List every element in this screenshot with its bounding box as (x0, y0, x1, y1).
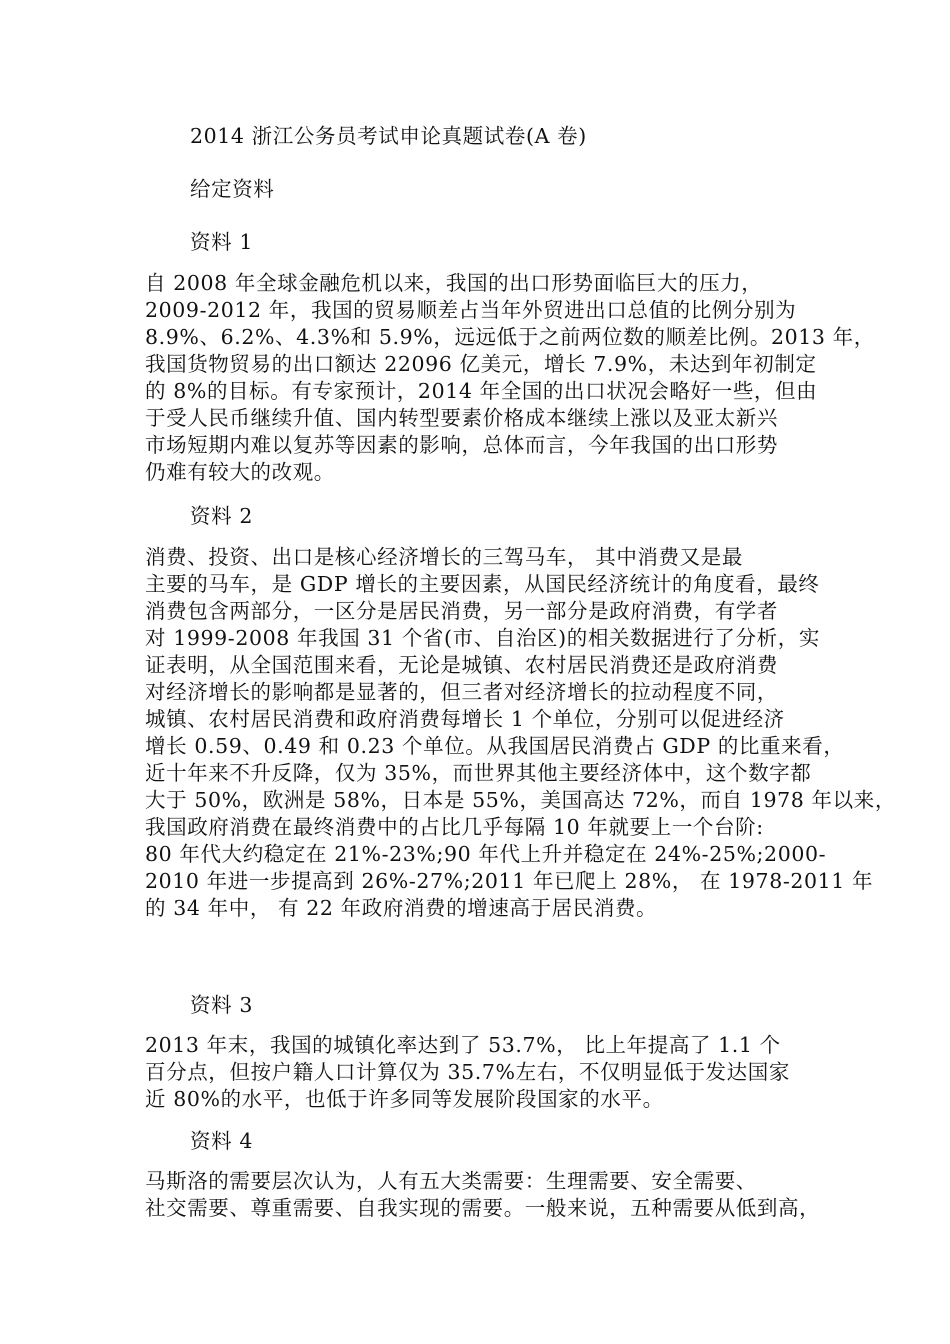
material-1-heading: 资料 1 (190, 230, 253, 254)
paragraph-line: 市场短期内难以复苏等因素的影响，总体而言，今年我国的出口形势 (145, 433, 778, 457)
paragraph-line: 城镇、农村居民消费和政府消费每增长 1 个单位，分别可以促进经济 (145, 707, 785, 731)
paragraph-line: 社交需要、尊重需要、自我实现的需要。一般来说，五种需要从低到高， (145, 1196, 821, 1220)
paragraph-line: 80 年代大约稳定在 21%-23%;90 年代上升并稳定在 24%-25%;2000- (145, 842, 827, 866)
paragraph-line: 仍难有较大的改观。 (145, 460, 335, 484)
paragraph-line: 近十年来不升反降，仅为 35%，而世界其他主要经济体中，这个数字都 (145, 761, 812, 785)
material-4-heading: 资料 4 (190, 1129, 253, 1153)
paragraph-line: 2009-2012 年，我国的贸易顺差占当年外贸进出口总值的比例分别为 (145, 298, 797, 322)
paragraph-line: 8.9%、6.2%、4.3%和 5.9%，远远低于之前两位数的顺差比例。2013 年， (145, 325, 875, 349)
paragraph-line: 近 80%的水平，也低于许多同等发展阶段国家的水平。 (145, 1087, 664, 1111)
paragraph-line: 2010 年进一步提高到 26%-27%;2011 年已爬上 28%， 在 1978-2011 年 (145, 869, 874, 893)
paragraph-line: 主要的马车，是 GDP 增长的主要因素，从国民经济统计的角度看，最终 (145, 572, 820, 596)
paragraph-line: 2013 年末，我国的城镇化率达到了 53.7%， 比上年提高了 1.1 个 (145, 1033, 781, 1057)
paragraph-line: 马斯洛的需要层次认为，人有五大类需要：生理需要、安全需要、 (145, 1169, 757, 1193)
paragraph-line: 消费、投资、出口是核心经济增长的三驾马车， 其中消费又是最 (145, 545, 743, 569)
paragraph-line: 我国政府消费在最终消费中的占比几乎每隔 10 年就要上一个台阶: (145, 815, 764, 839)
paragraph-line: 百分点，但按户籍人口计算仅为 35.7%左右，不仅明显低于发达国家 (145, 1060, 790, 1084)
paragraph-line: 大于 50%，欧洲是 58%，日本是 55%，美国高达 72%，而自 1978 年以来， (145, 788, 896, 812)
paragraph-line: 消费包含两部分，一区分是居民消费，另一部分是政府消费，有学者 (145, 599, 778, 623)
paragraph-line: 的 8%的目标。有专家预计，2014 年全国的出口状况会略好一些，但由 (145, 379, 818, 403)
paragraph-line: 的 34 年中， 有 22 年政府消费的增速高于居民消费。 (145, 896, 658, 920)
material-3-heading: 资料 3 (190, 993, 253, 1017)
paragraph-line: 自 2008 年全球金融危机以来，我国的出口形势面临巨大的压力， (145, 271, 763, 295)
paragraph-line: 我国货物贸易的出口额达 22096 亿美元，增长 7.9%，未达到年初制定 (145, 352, 817, 376)
paragraph-line: 证表明，从全国范围来看，无论是城镇、农村居民消费还是政府消费 (145, 653, 778, 677)
material-2-heading: 资料 2 (190, 504, 253, 528)
paragraph-line: 于受人民币继续升值、国内转型要素价格成本继续上涨以及亚太新兴 (145, 406, 778, 430)
section-heading: 给定资料 (190, 177, 275, 201)
paragraph-line: 增长 0.59、0.49 和 0.23 个单位。从我国居民消费占 GDP 的比重来看， (145, 734, 845, 758)
document-title: 2014 浙江公务员考试申论真题试卷(A 卷) (190, 124, 587, 148)
paragraph-line: 对经济增长的影响都是显著的，但三者对经济增长的拉动程度不同， (145, 680, 778, 704)
paragraph-line: 对 1999-2008 年我国 31 个省(市、自治区)的相关数据进行了分析，实 (145, 626, 820, 650)
